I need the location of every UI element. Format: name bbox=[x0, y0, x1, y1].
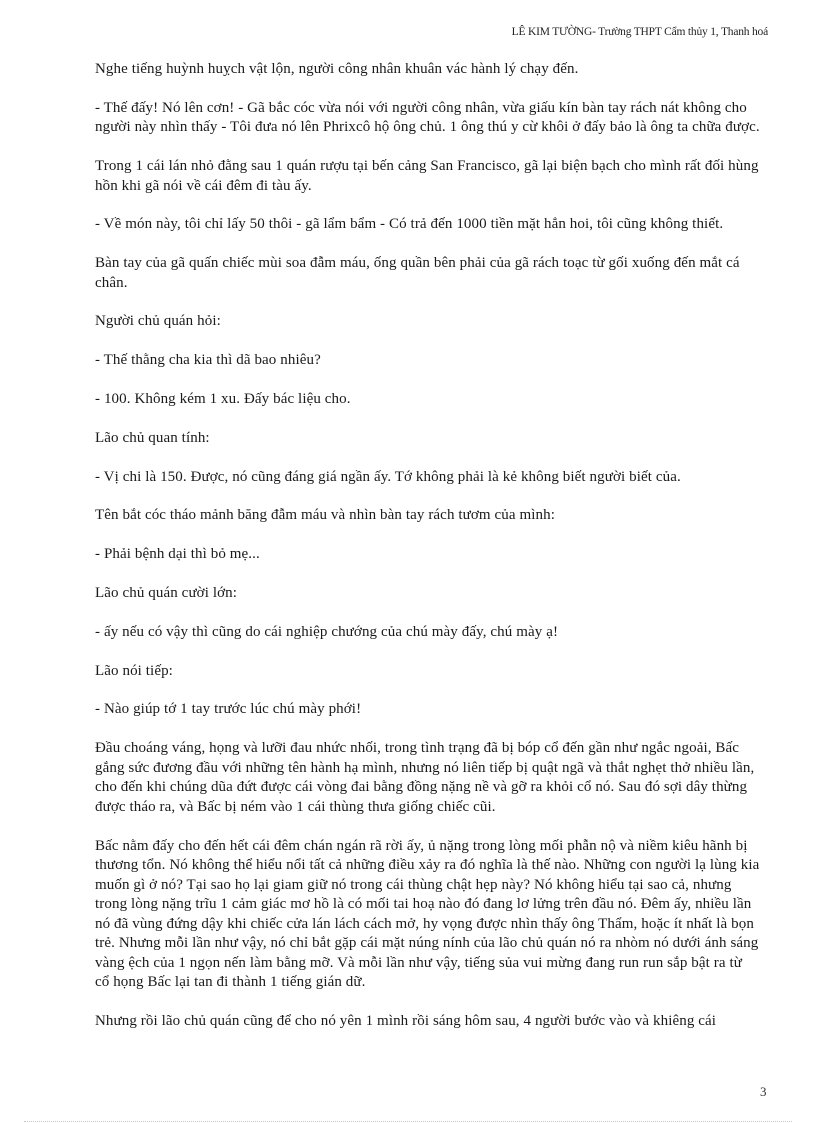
page-number: 3 bbox=[760, 1084, 767, 1099]
paragraph: Trong 1 cái lán nhỏ đằng sau 1 quán rượu tại bến cảng San Francisco, gã lại biện bạch cho mình rất đối hùng hồn khi gã nói về cái đêm đi tàu ấy. bbox=[95, 158, 759, 194]
document-body bbox=[95, 60, 760, 1051]
paragraph: Nghe tiếng huỳnh huỵch vật lộn, người công nhân khuân vác hành lý chạy đến. bbox=[95, 61, 579, 77]
paragraph: Tên bắt cóc tháo mảnh băng đẫm máu và nhìn bàn tay rách tươm của mình: bbox=[95, 507, 556, 524]
paragraph: Lão chủ quán cười lớn: bbox=[95, 585, 237, 602]
paragraph: - Thế đấy! Nó lên cơn! - Gã bắc cóc vừa nói với người công nhân, vừa giấu kín bàn tay rách nát không cho người này nhìn thấy - Tôi đưa nó lên Phrixcô hộ ông chủ. 1 ông thú y cừ khôi ở đấy bảo là ông ta chữa được. bbox=[95, 99, 760, 136]
paragraph: Đầu choáng váng, họng và lưỡi đau nhức nhối, trong tình trạng đã bị bóp cổ đến gần như ngắc ngoải, Bấc gắng sức đương đầu với những tên hành hạ mình, nhưng nó liên tiếp bị quật ngã và thắt nghẹt thở nhiều lần, cho đến khi chúng dũa đứt được cái vòng đai bằng đồng nặng nề và gỡ ra khỏi cổ nó. Sau đó sợi dây thừng được tháo ra, và Bấc bị ném vào 1 cái thùng thưa giống chiếc cũi. bbox=[95, 740, 755, 815]
paragraph: - Phải bệnh dại thì bỏ mẹ... bbox=[95, 546, 260, 563]
page-bottom-divider bbox=[24, 1121, 792, 1122]
paragraph: - ấy nếu có vậy thì cũng do cái nghiệp chướng của chú mày đấy, chú mày ạ! bbox=[95, 623, 559, 640]
paragraph: - Vị chi là 150. Được, nó cũng đáng giá ngần ấy. Tớ không phải là kẻ không biết người biết của. bbox=[95, 468, 681, 485]
paragraph: - Thế thằng cha kia thì dã bao nhiêu? bbox=[95, 352, 321, 369]
paragraph: Người chủ quán hỏi: bbox=[95, 313, 221, 330]
paragraph: Bàn tay của gã quấn chiếc mùi soa đẫm máu, ống quần bên phải của gã rách toạc từ gối xuống đến mắt cá chân. bbox=[95, 255, 740, 291]
paragraph: - Nào giúp tớ 1 tay trước lúc chú mày phới! bbox=[95, 701, 362, 718]
page-header: LÊ KIM TƯỜNG- Trường THPT Cẩm thủy 1, Thanh hoá bbox=[511, 26, 768, 38]
paragraph: Bấc nằm đấy cho đến hết cái đêm chán ngán rã rời ấy, ủ nặng trong lòng mối phẫn nộ và niềm kiêu hãnh bị thương tổn. Nó không thể hiểu nổi tất cả những điều xảy ra đó nghĩa là thế nào. Những con người lạ lùng kia muốn gì ở nó? Tại sao họ lại giam giữ nó trong cái thùng chật hẹp này? Nó không hiểu tại sao cả, nhưng trong lòng nặng trĩu 1 cảm giác mơ hồ là có mối tai hoạ nào đó đang lơ lửng trên đầu nó. Đêm ấy, nhiều lần nó đã vùng đứng dậy khi chiếc cửa lán lách cách mở, hy vọng được nhìn thấy ông Thẩm, hoặc ít nhất là bọn trẻ. Nhưng mỗi lần như vậy, nó chỉ bắt gặp cái mặt núng nính của lão chủ quán nó ra nhòm nó dưới ánh sáng vàng ệch của 1 ngọn nến làm bằng mỡ. Và mỗi lần như vậy, tiếng sủa vui mừng đang run run sắp bật ra từ cổ họng Bấc lại tan đi thành 1 tiếng gián dữ. bbox=[95, 837, 760, 991]
paragraph: - Về món này, tôi chỉ lấy 50 thôi - gã lẩm bẩm - Có trả đến 1000 tiền mặt hẳn hoi, tôi cũng không thiết. bbox=[95, 216, 724, 233]
paragraph: Lão nói tiếp: bbox=[95, 662, 173, 679]
paragraph: Lão chủ quan tính: bbox=[95, 429, 210, 446]
paragraph: Nhưng rồi lão chủ quán cũng để cho nó yên 1 mình rồi sáng hôm sau, 4 người bước vào và khiêng cái bbox=[95, 1012, 717, 1029]
paragraph: - 100. Không kém 1 xu. Đấy bác liệu cho. bbox=[95, 391, 351, 408]
